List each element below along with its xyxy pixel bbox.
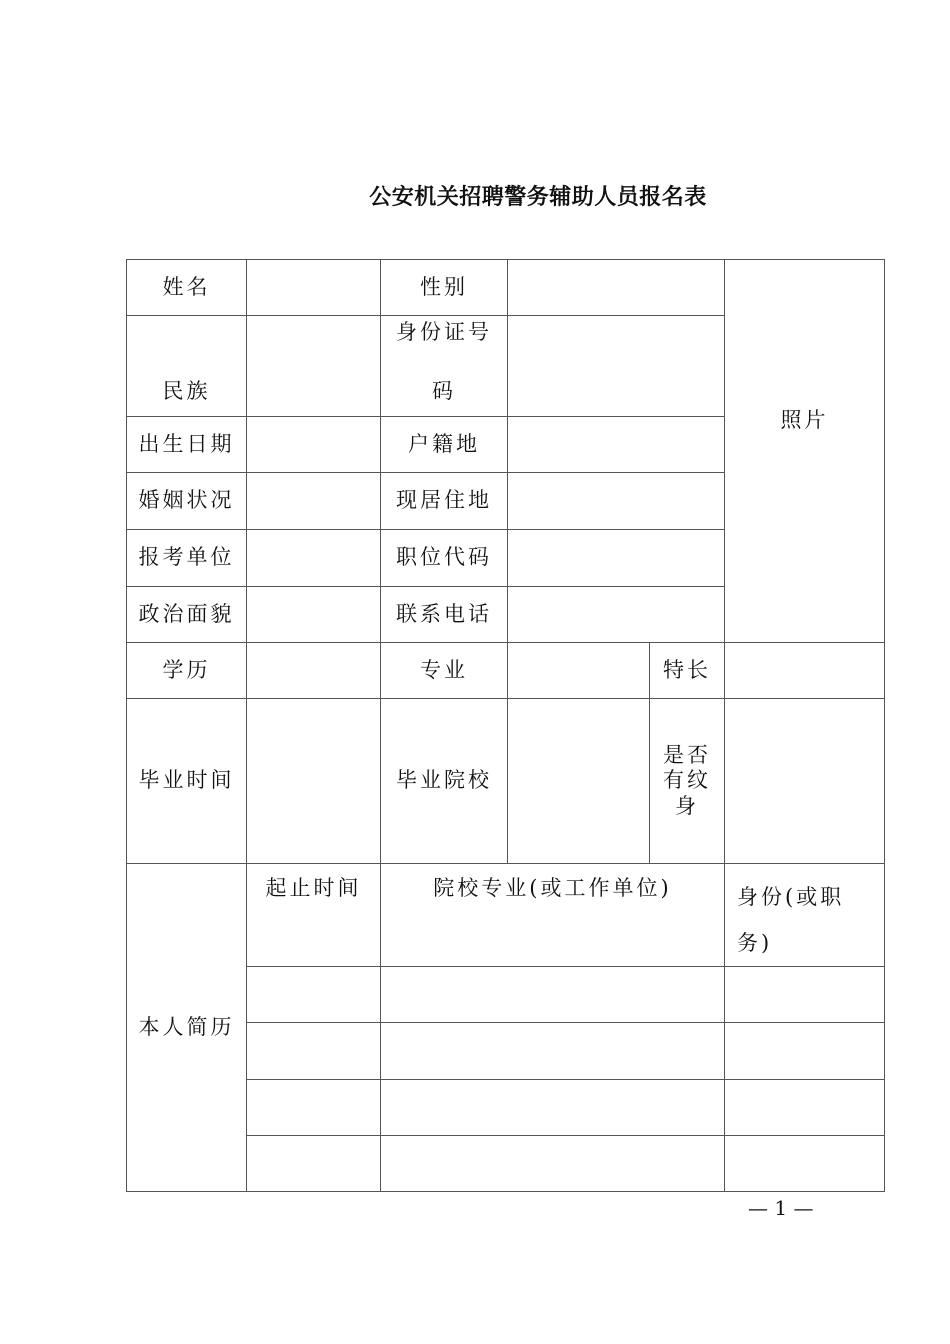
phone-field[interactable] <box>508 587 725 643</box>
birth-date-field[interactable] <box>247 417 381 473</box>
label-ethnicity: 民族 <box>127 316 247 417</box>
page-number: — 1 — <box>748 1196 814 1220</box>
resume-school-cell[interactable] <box>381 1136 725 1192</box>
label-id-number <box>381 316 508 417</box>
label-gender: 性别 <box>381 260 508 316</box>
header-identity-line2: 务) <box>737 931 773 955</box>
label-tattoo-line2: 有纹 <box>663 768 711 793</box>
label-major: 专业 <box>381 643 508 699</box>
label-resume: 本人简历 <box>127 864 247 1192</box>
gender-field[interactable] <box>508 260 725 316</box>
resume-identity-cell[interactable] <box>725 967 885 1023</box>
resume-period-cell[interactable] <box>247 1136 381 1192</box>
registration-form <box>126 259 885 1192</box>
resume-school-cell[interactable] <box>381 1023 725 1080</box>
label-education: 学历 <box>127 643 247 699</box>
label-residence: 现居住地 <box>381 473 508 530</box>
education-field[interactable] <box>247 643 381 699</box>
resume-identity-cell[interactable] <box>725 1080 885 1136</box>
resume-period-cell[interactable] <box>247 967 381 1023</box>
label-id-top: 身份证号 <box>396 320 492 344</box>
grad-time-field[interactable] <box>247 699 381 864</box>
label-political: 政治面貌 <box>127 587 247 643</box>
label-grad-time: 毕业时间 <box>127 699 247 864</box>
label-tattoo-line1: 是否 <box>663 743 711 768</box>
political-field[interactable] <box>247 587 381 643</box>
photo-box[interactable] <box>725 260 885 643</box>
resume-school-cell[interactable] <box>381 1080 725 1136</box>
tattoo-field[interactable] <box>725 699 885 864</box>
resume-period-cell[interactable] <box>247 1080 381 1136</box>
grad-school-field[interactable] <box>508 699 650 864</box>
ethnicity-field[interactable] <box>247 316 381 417</box>
label-birth-date: 出生日期 <box>127 417 247 473</box>
label-id-bottom: 码 <box>432 378 456 403</box>
marital-field[interactable] <box>247 473 381 530</box>
label-unit: 报考单位 <box>127 530 247 587</box>
resume-identity-cell[interactable] <box>725 1136 885 1192</box>
household-field[interactable] <box>508 417 725 473</box>
header-period: 起止时间 <box>247 864 381 967</box>
header-school-or-work: 院校专业(或工作单位) <box>381 864 725 967</box>
id-number-field[interactable] <box>508 316 725 417</box>
label-household: 户籍地 <box>381 417 508 473</box>
position-code-field[interactable] <box>508 530 725 587</box>
label-position-code: 职位代码 <box>381 530 508 587</box>
label-marital: 婚姻状况 <box>127 473 247 530</box>
major-field[interactable] <box>508 643 650 699</box>
resume-school-cell[interactable] <box>381 967 725 1023</box>
label-grad-school: 毕业院校 <box>381 699 508 864</box>
unit-field[interactable] <box>247 530 381 587</box>
specialty-field[interactable] <box>725 643 885 699</box>
label-tattoo-line3: 身 <box>675 793 699 818</box>
resume-period-cell[interactable] <box>247 1023 381 1080</box>
header-identity <box>725 864 885 967</box>
name-field[interactable] <box>247 260 381 316</box>
label-specialty: 特长 <box>650 643 725 699</box>
label-photo: 照片 <box>780 408 829 433</box>
resume-identity-cell[interactable] <box>725 1023 885 1080</box>
residence-field[interactable] <box>508 473 725 530</box>
label-phone: 联系电话 <box>381 587 508 643</box>
page-title: 公安机关招聘警务辅助人员报名表 <box>369 184 707 210</box>
header-identity-line1: 身份(或职 <box>737 885 845 909</box>
label-tattoo <box>650 699 725 864</box>
label-name: 姓名 <box>127 260 247 316</box>
